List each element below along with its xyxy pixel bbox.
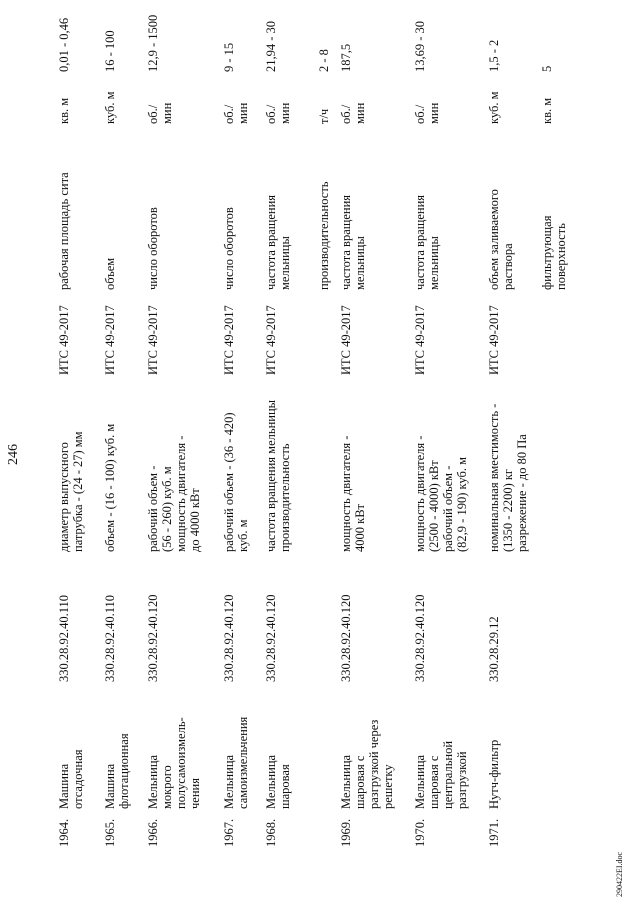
- parameter-value: 2 - 8: [317, 49, 331, 72]
- its-reference: ИТС 49-2017: [487, 305, 501, 375]
- equipment-name: Машина флотационная: [103, 733, 131, 809]
- parameter-name: частота вращения мельницы: [413, 194, 441, 290]
- technical-spec: рабочий объем - (56 - 260) куб. м мощность двигателя - до 4000 кВт: [146, 435, 202, 552]
- parameter-value: 1,5 - 2: [487, 39, 501, 72]
- its-reference: ИТС 49-2017: [339, 305, 353, 375]
- parameter-value: 16 - 100: [103, 30, 117, 72]
- parameter-unit: куб. м: [103, 91, 117, 124]
- parameter-unit: кв. м: [57, 97, 71, 124]
- parameter-unit: куб. м: [487, 91, 501, 124]
- equipment-name: Мельница шаровая с разгрузкой через решетку: [339, 719, 395, 809]
- okpd-code: 330.28.92.40.120: [413, 594, 427, 682]
- its-reference: ИТС 49-2017: [264, 305, 278, 375]
- technical-spec: объем - (16 - 100) куб. м: [103, 423, 117, 552]
- footer-filename: 290422EI.doc: [615, 851, 624, 897]
- technical-spec: мощность двигателя - 4000 кВт: [339, 435, 367, 552]
- parameter-unit: об./ мин: [264, 102, 292, 124]
- page-number: 246: [6, 444, 21, 465]
- parameter-value: 187,5: [339, 43, 353, 72]
- its-reference: ИТС 49-2017: [146, 305, 160, 375]
- parameter-unit: об./ мин: [413, 102, 441, 124]
- row-number: 1971.: [487, 818, 501, 847]
- row-number: 1969.: [339, 818, 353, 847]
- row-number: 1965.: [103, 818, 117, 847]
- okpd-code: 330.28.29.12: [487, 616, 501, 682]
- equipment-name: Мельница мокрого полусамоизмель- чения: [146, 717, 202, 809]
- its-reference: ИТС 49-2017: [222, 305, 236, 375]
- parameter-name: фильтрующая поверхность: [540, 215, 568, 290]
- okpd-code: 330.28.92.40.110: [57, 594, 71, 682]
- parameter-unit: об./ мин: [222, 102, 250, 124]
- parameter-value: 12,9 - 1500: [146, 14, 160, 72]
- parameter-unit: т/ч: [317, 108, 331, 124]
- row-number: 1968.: [264, 818, 278, 847]
- equipment-name: Нутч-фильтр: [487, 739, 501, 809]
- parameter-unit: об./ мин: [339, 102, 367, 124]
- its-reference: ИТС 49-2017: [57, 305, 71, 375]
- okpd-code: 330.28.92.40.120: [339, 594, 353, 682]
- row-number: 1970.: [413, 818, 427, 847]
- parameter-name: число оборотов: [222, 207, 236, 290]
- parameter-unit: об./ мин: [146, 102, 174, 124]
- okpd-code: 330.28.92.40.120: [146, 594, 160, 682]
- equipment-name: Мельница самоизмельчения: [222, 716, 250, 809]
- parameter-value: 0,01 - 0,46: [57, 17, 71, 72]
- okpd-code: 330.28.92.40.120: [222, 594, 236, 682]
- parameter-name: частота вращения мельницы: [264, 194, 292, 290]
- technical-spec: диаметр выпускного патрубка - (24 - 27) мм: [57, 431, 85, 552]
- parameter-name: объем: [103, 257, 117, 290]
- parameter-name: рабочая площадь сита: [57, 172, 71, 290]
- equipment-name: Машина отсадочная: [57, 749, 85, 809]
- technical-spec: рабочий объем - (36 - 420) куб. м: [222, 412, 250, 552]
- parameter-name: число оборотов: [146, 207, 160, 290]
- okpd-code: 330.28.92.40.110: [103, 594, 117, 682]
- technical-spec: номинальная вместимость - (1350 - 2200) кг разрежение - до 80 Па: [487, 403, 529, 552]
- its-reference: ИТС 49-2017: [103, 305, 117, 375]
- its-reference: ИТС 49-2017: [413, 305, 427, 375]
- okpd-code: 330.28.92.40.120: [264, 594, 278, 682]
- parameter-value: 13,69 - 30: [413, 20, 427, 72]
- row-number: 1966.: [146, 818, 160, 847]
- row-number: 1967.: [222, 818, 236, 847]
- technical-spec: частота вращения мельницы производительность: [264, 399, 292, 552]
- parameter-value: 5: [540, 65, 554, 72]
- parameter-name: частота вращения мельницы: [339, 194, 367, 290]
- parameter-name: производительность: [317, 181, 331, 290]
- parameter-value: 9 - 15: [222, 42, 236, 72]
- row-number: 1964.: [57, 818, 71, 847]
- parameter-value: 21,94 - 30: [264, 20, 278, 72]
- equipment-name: Мельница шаровая с центральной разгрузкой: [413, 740, 469, 809]
- parameter-name: объем заливаемого раствора: [487, 189, 515, 290]
- technical-spec: мощность двигателя - (2500 - 4000) кВт рабочий объем - (82,9 - 190) куб. м: [413, 435, 469, 552]
- parameter-unit: кв. м: [540, 97, 554, 124]
- equipment-name: Мельница шаровая: [264, 754, 292, 809]
